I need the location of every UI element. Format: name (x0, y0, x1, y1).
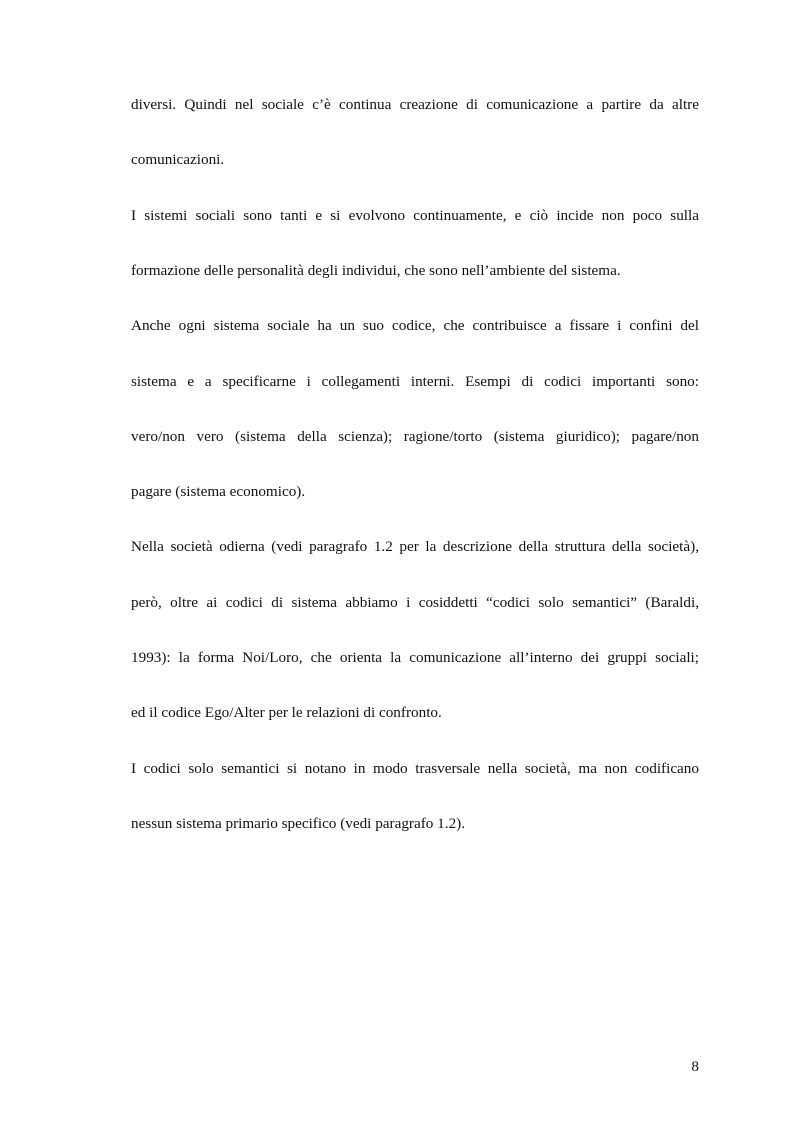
text-line-6: sistema e a specificarne i collegamenti interni. Esempi di codici importanti sono: (131, 373, 699, 390)
text-line-13: I codici solo semantici si notano in modo trasversale nella società, ma non codificano (131, 760, 699, 777)
text-line-10: però, oltre ai codici di sistema abbiamo i cosiddetti “codici solo semantici” (Baraldi, (131, 594, 699, 611)
text-line-4: formazione delle personalità degli individui, che sono nell’ambiente del sistema. (131, 262, 621, 279)
text-line-5: Anche ogni sistema sociale ha un suo codice, che contribuisce a fissare i confini del (131, 317, 699, 334)
text-line-9: Nella società odierna (vedi paragrafo 1.2 per la descrizione della struttura della società), (131, 538, 699, 555)
text-line-3: I sistemi sociali sono tanti e si evolvono continuamente, e ciò incide non poco sulla (131, 207, 699, 224)
text-line-1: diversi. Quindi nel sociale c’è continua creazione di comunicazione a partire da altre (131, 96, 699, 113)
text-line-2: comunicazioni. (131, 151, 225, 168)
text-line-7: vero/non vero (sistema della scienza); ragione/torto (sistema giuridico); pagare/non (131, 428, 699, 445)
text-line-11: 1993): la forma Noi/Loro, che orienta la comunicazione all’interno dei gruppi sociali; (131, 649, 699, 666)
page-number: 8 (691, 1058, 699, 1075)
text-line-8: pagare (sistema economico). (131, 483, 306, 500)
text-line-14: nessun sistema primario specifico (vedi paragrafo 1.2). (131, 815, 466, 832)
text-line-12: ed il codice Ego/Alter per le relazioni di confronto. (131, 704, 442, 721)
